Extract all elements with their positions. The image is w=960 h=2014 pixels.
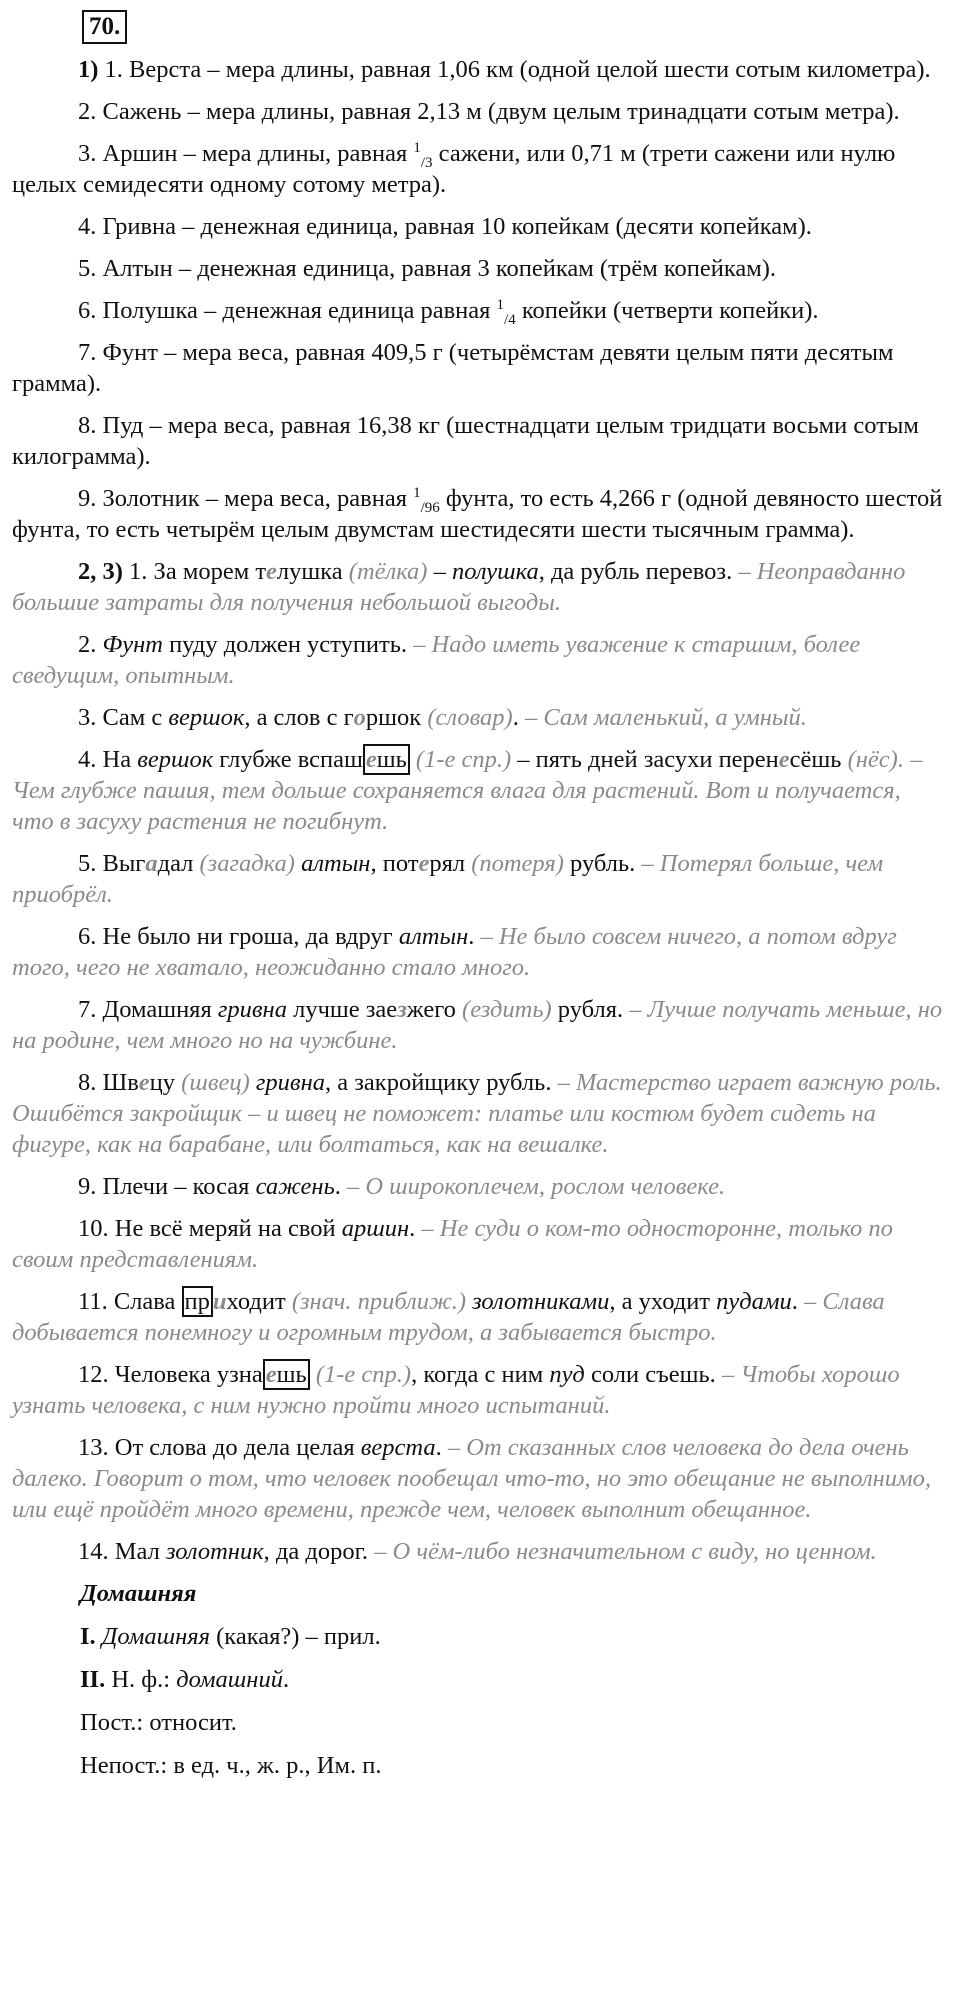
proverb-meaning: – Не суди о ком-то односторонне, только по своим представлениям. <box>12 1215 893 1273</box>
analysis-row-2: II. Н. ф.: домашний. <box>80 1666 290 1693</box>
proverb-meaning: – Сам маленький, а умный. <box>518 704 807 731</box>
measure-item: 1) 1. Верста – мера длины, равная 1,06 км (одной целой шести сотым километра). <box>78 56 931 83</box>
proverb-meaning: – От сказанных слов человека до дела очень далеко. Говорит о том, что человек пообещал что-то, но это обещание не выполнимо, или ещё пройдёт много времени, прежде чем, человек выполнит обещанное. <box>12 1434 932 1523</box>
proverb-10: 10. Не всё меряй на свой аршин. – Не суди о ком-то односторонне, только по своим представлениям. <box>12 1215 893 1273</box>
measure-item: 6. Полушка – денежная единица равная $^1_{/4}$ копейки (четверти копейки). <box>78 296 819 328</box>
proverb-1: 2, 3) 1. За морем телушка (тёлка) – полушка, да рубль перевоз. – Неоправданно большие затраты для получения небольшой выгоды. <box>12 558 906 616</box>
measure-item: 3. Аршин – мера длины, равная $^1_{/3}$ сажени, или 0,71 м (трети сажени или нулю целых семидесяти одному сотому метра). <box>12 139 896 198</box>
proverb-4: 4. На вершок глубже вспаш ешь (1-е спр.) – пять дней засухи перенесёшь (нёс). – Чем глубже пашия, тем дольше сохраняется влага для растений. Вот и получается, что в засуху растения не погибнут. <box>12 746 923 835</box>
proverb-meaning: . – Чем глубже пашия, тем дольше сохраняется влага для растений. Вот и получается, что в засуху растения не погибнут. <box>12 746 923 835</box>
proverb-11: 11. Слава пр иходит (знач. приближ.) золотниками, а уходит пудами. – Слава добывается понемногу и огромным трудом, а забывается быстро. <box>12 1288 885 1346</box>
proverb-9: 9. Плечи – косая сажень. – О широкоплечем, рослом человеке. <box>78 1173 726 1200</box>
measure-item: 4. Гривна – денежная единица, равная 10 копейкам (десяти копейкам). <box>78 213 812 240</box>
proverb-14: 14. Мал золотник, да дорог. – О чём-либо незначительном с виду, но ценном. <box>78 1538 877 1565</box>
measure-item: 9. Золотник – мера веса, равная $^1_{/96}$ фунта, то есть 4,266 г (одной девяносто шестой фунта, то есть четырём целым двумстам шестидесяти шести тысячным грамма). <box>12 484 943 543</box>
proverb-12: 12. Человека узна ешь (1-е спр.), когда с ним пуд соли съешь. – Чтобы хорошо узнать человека, с ним нужно пройти много испытаний. <box>12 1361 900 1419</box>
proverb-13: 13. От слова до дела целая верста. – От сказанных слов человека до дела очень далеко. Говорит о том, что человек пообещал что-то, но это обещание не выполнимо, или ещё пройдёт много времени, прежде чем, человек выполнит обещанное. <box>12 1434 932 1523</box>
prefix-box: пр <box>182 1286 213 1317</box>
ending-box: ешь <box>263 1359 310 1390</box>
proverb-meaning: – Мастерство играет важную роль. Ошибётся закройщик – и швец не поможет: платье или костюм будет сидеть на фигуре, как на барабане, или болтаться, как на вешалке. <box>12 1069 942 1158</box>
proverb-meaning: – О чём-либо незначительном с виду, но ценном. <box>368 1538 877 1565</box>
analysis-row-4: Непост.: в ед. ч., ж. р., Им. п. <box>80 1752 382 1779</box>
proverb-meaning: – О широкоплечем, рослом человеке. <box>340 1173 726 1200</box>
part2-label: 2, 3) <box>78 558 123 585</box>
analysis-row-3: Пост.: относит. <box>80 1709 237 1736</box>
task-number-box: 70. <box>82 10 127 44</box>
proverb-meaning: – Не было совсем ничего, а потом вдруг того, чего не хватало, неожиданно стало много. <box>12 923 897 981</box>
analysis-row-1: I. Домашняя (какая?) – прил. <box>80 1623 381 1650</box>
proverb-8: 8. Швецу (швец) гривна, а закройщику рубль. – Мастерство играет важную роль. Ошибётся закройщик – и швец не поможет: платье или костюм будет сидеть на фигуре, как на барабане, или болтаться, как на вешалке. <box>12 1069 942 1158</box>
measure-item: 8. Пуд – мера веса, равная 16,38 кг (шестнадцати целым тридцати восьми сотым килограмма). <box>12 412 919 470</box>
proverb-meaning: – Лучше получать меньше, но на родине, чем много но на чужбине. <box>12 996 943 1054</box>
proverb-meaning: – Слава добывается понемногу и огромным трудом, а забывается быстро. <box>12 1288 885 1346</box>
proverb-5: 5. Выгадал (загадка) алтын, потерял (потеря) рубль. – Потерял больше, чем приобрёл. <box>12 850 884 908</box>
proverb-7: 7. Домашняя гривна лучше заезжего (ездить) рубля. – Лучше получать меньше, но на родине, чем много но на чужбине. <box>12 996 943 1054</box>
proverb-3: 3. Сам с вершок, а слов с горшок (словар). – Сам маленький, а умный. <box>78 704 807 731</box>
measure-item: 7. Фунт – мера веса, равная 409,5 г (четырёмстам девяти целым пяти десятым грамма). <box>12 339 894 397</box>
measure-item: 5. Алтын – денежная единица, равная 3 копейкам (трём копейкам). <box>78 255 777 282</box>
measures-list <box>12 54 948 545</box>
proverb-meaning: – Надо иметь уважение к старшим, более сведущим, опытным. <box>12 631 861 689</box>
measure-item: 2. Сажень – мера длины, равная 2,13 м (двум целым тринадцати сотым метра). <box>78 98 900 125</box>
part1-label: 1) <box>78 56 99 83</box>
proverb-meaning: – Неоправданно большие затраты для получения небольшой выгоды. <box>12 558 906 616</box>
proverb-meaning: – Потерял больше, чем приобрёл. <box>12 850 884 908</box>
proverb-6: 6. Не было ни гроша, да вдруг алтын. – Не было совсем ничего, а потом вдруг того, чего не хватало, неожиданно стало много. <box>12 923 897 981</box>
ending-box: ешь <box>363 744 410 775</box>
analysis-title: Домашняя <box>80 1580 197 1607</box>
proverb-2: 2. Фунт пуду должен уступить. – Надо иметь уважение к старшим, более сведущим, опытным. <box>12 631 861 689</box>
proverb-meaning: – Чтобы хорошо узнать человека, с ним нужно пройти много испытаний. <box>12 1361 900 1419</box>
